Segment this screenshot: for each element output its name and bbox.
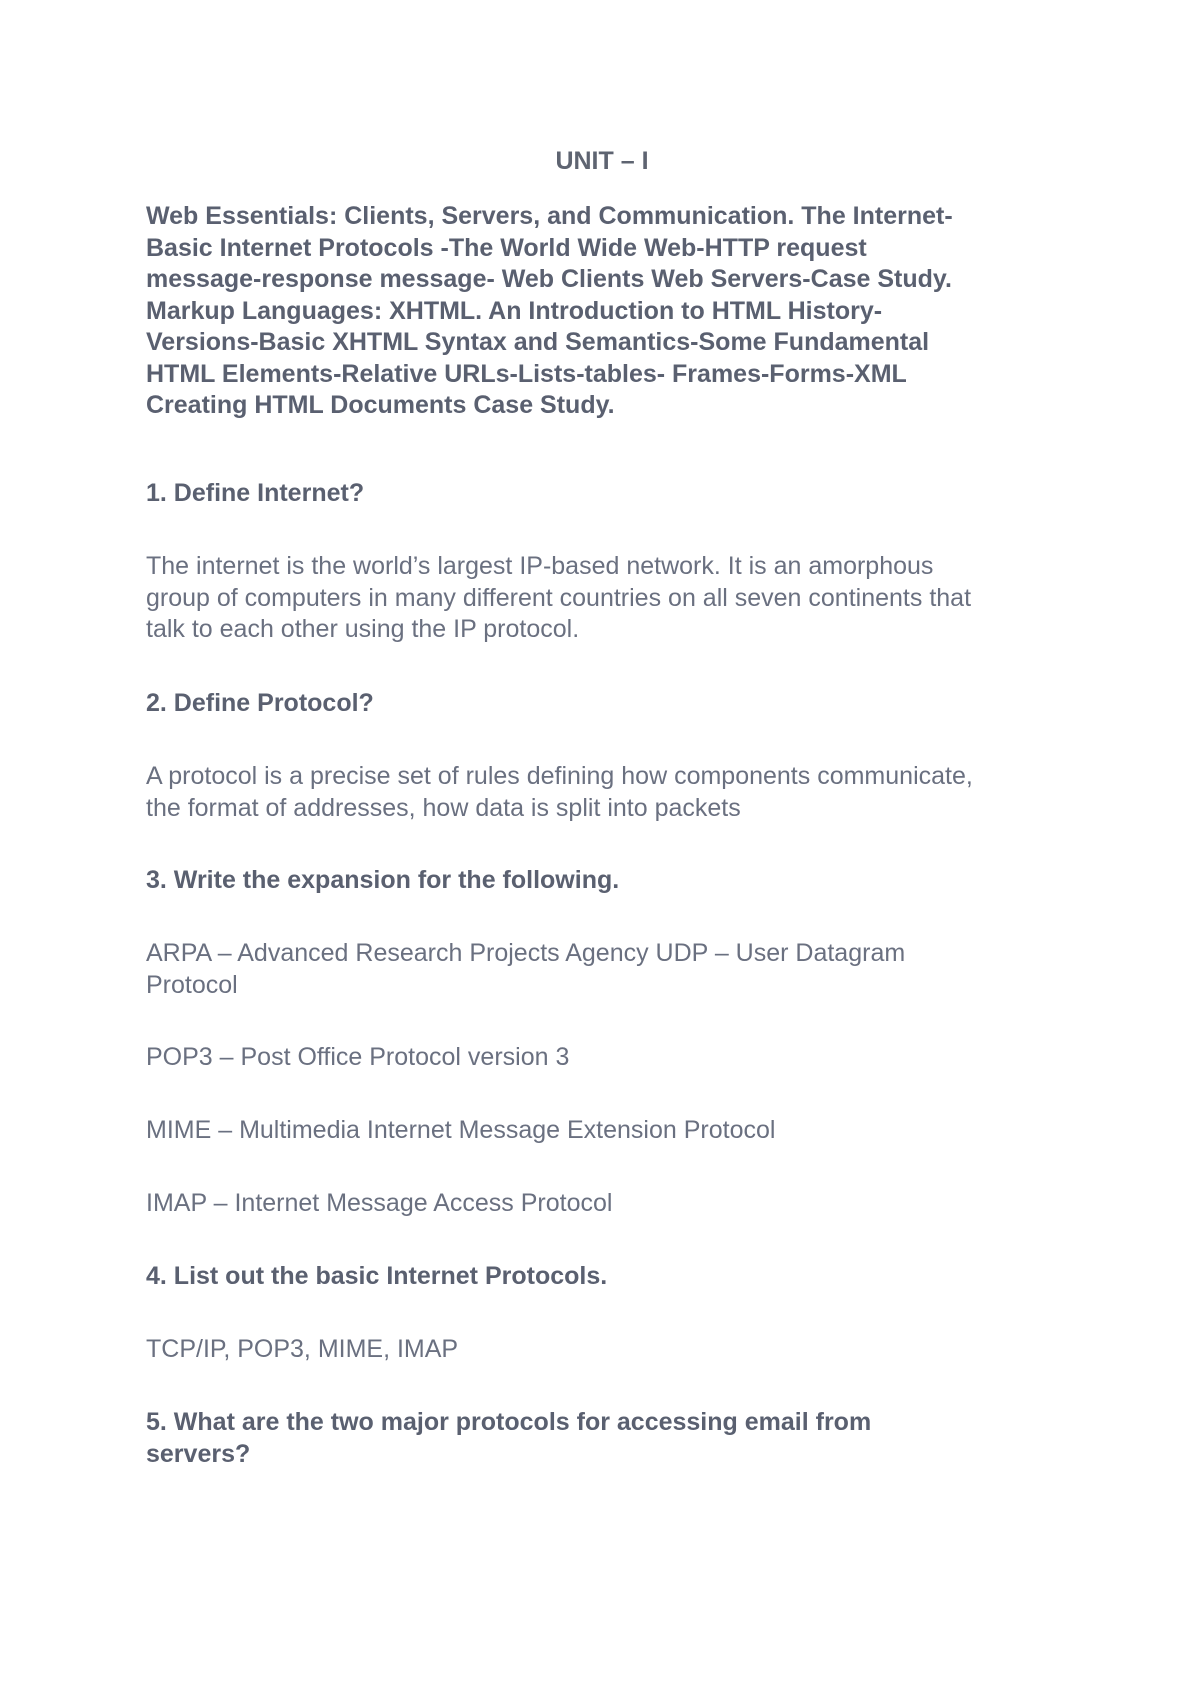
question-line: 5. What are the two major protocols for accessing email from xyxy=(146,1408,872,1436)
question-1: 1. Define Internet? xyxy=(146,479,365,507)
syllabus-line: message-response message- Web Clients Web Servers-Case Study. xyxy=(146,265,952,293)
question-3: 3. Write the expansion for the following. xyxy=(146,866,620,894)
syllabus-line: Creating HTML Documents Case Study. xyxy=(146,391,615,419)
answer-2 xyxy=(146,761,1076,824)
answer-line: Protocol xyxy=(146,970,238,999)
question-line: servers? xyxy=(146,1439,251,1468)
answer-line: the format of addresses, how data is split into packets xyxy=(146,793,741,822)
expansion-imap: IMAP – Internet Message Access Protocol xyxy=(146,1189,613,1217)
question-4: 4. List out the basic Internet Protocols. xyxy=(146,1262,608,1290)
syllabus-line: Web Essentials: Clients, Servers, and Communication. The Internet- xyxy=(146,202,953,230)
page-title: UNIT – I xyxy=(555,147,649,175)
answer-line: The internet is the world’s largest IP-based network. It is an amorphous xyxy=(146,552,934,580)
syllabus-line: HTML Elements-Relative URLs-Lists-tables- Frames-Forms-XML xyxy=(146,359,907,388)
syllabus-paragraph xyxy=(146,201,1076,422)
question-5 xyxy=(146,1407,1076,1470)
syllabus-line: Versions-Basic XHTML Syntax and Semantics-Some Fundamental xyxy=(146,328,930,356)
answer-4: TCP/IP, POP3, MIME, IMAP xyxy=(146,1335,459,1363)
answer-line: A protocol is a precise set of rules defining how components communicate, xyxy=(146,762,973,790)
answer-1 xyxy=(146,551,1076,646)
expansion-mime: MIME – Multimedia Internet Message Extension Protocol xyxy=(146,1116,776,1144)
expansion-pop3: POP3 – Post Office Protocol version 3 xyxy=(146,1043,570,1071)
syllabus-line: Basic Internet Protocols -The World Wide Web-HTTP request xyxy=(146,233,867,262)
syllabus-line: Markup Languages: XHTML. An Introduction to HTML History- xyxy=(146,296,883,325)
expansion-arpa xyxy=(146,938,1076,1001)
answer-line: talk to each other using the IP protocol. xyxy=(146,615,580,643)
answer-line: group of computers in many different countries on all seven continents that xyxy=(146,583,972,612)
question-2: 2. Define Protocol? xyxy=(146,689,374,717)
answer-line: ARPA – Advanced Research Projects Agency UDP – User Datagram xyxy=(146,939,906,967)
